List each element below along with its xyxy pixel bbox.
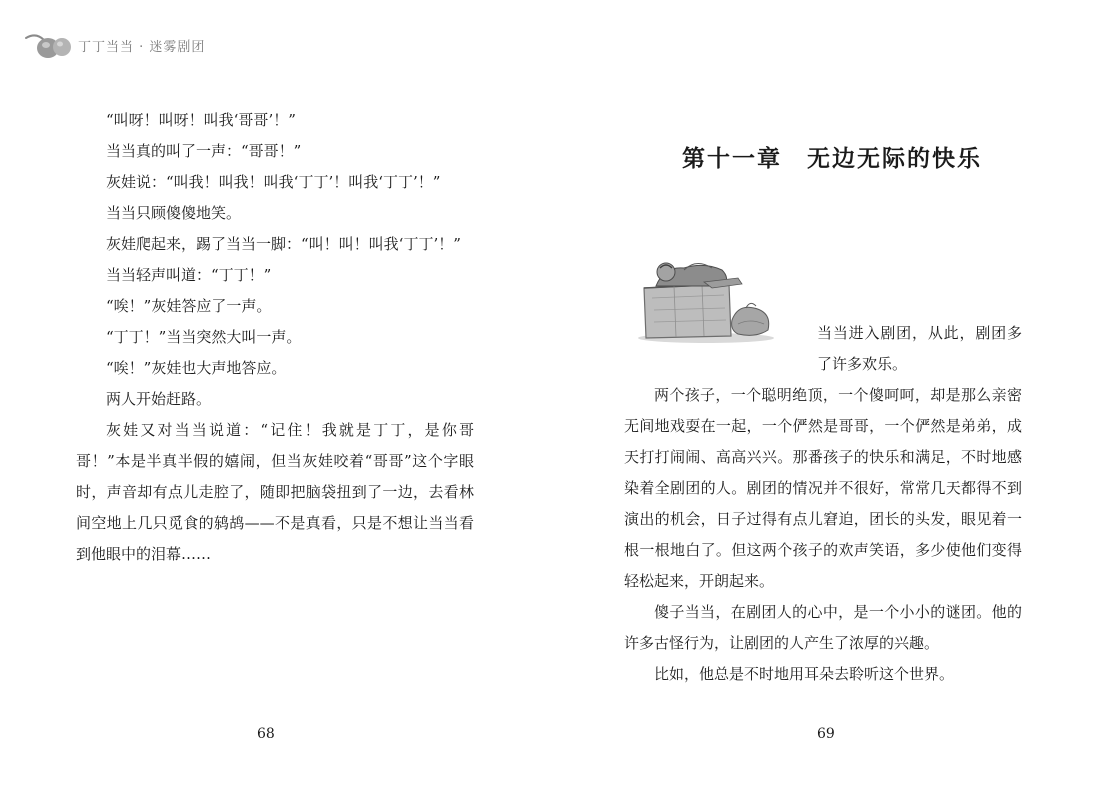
paragraph: 两人开始赶路。 [106,390,212,408]
series-title: 丁丁当当 · 迷雾剧团 [78,39,206,55]
paragraph: 灰娃爬起来，踢了当当一脚：“叫！叫！叫我‘丁丁’！” [106,235,461,253]
paragraph: 当当真的叫了一声：“哥哥！” [106,142,302,160]
paragraph: “丁丁！”当当突然大叫一声。 [106,328,302,346]
paragraph: “唉！”灰娃答应了一声。 [106,297,272,315]
paragraph: “唉！”灰娃也大声地答应。 [106,359,287,377]
paragraph: 傻子当当，在剧团人的心中，是一个小小的谜团。他的许多古怪行为，让剧团的人产生了浓厚的兴趣。 [624,603,1022,652]
right-page-text [624,318,1022,690]
right-page [548,0,1096,786]
page-number: 69 [817,726,835,742]
paragraph: 灰娃又对当当说道：“记住！我就是丁丁，是你哥哥！”本是半真半假的嬉闹，但当灰娃咬着“哥哥”这个字眼时，声音却有点儿走腔了，随即把脑袋扭到了一边，去看林间空地上几只觅食的鸫鸪——不是真看，只是不想让当当看到他眼中的泪幕…… [76,421,474,563]
paragraph: 当当只顾傻傻地笑。 [106,204,242,222]
paragraph: 灰娃说：“叫我！叫我！叫我‘丁丁’！叫我‘丁丁’！” [106,173,441,191]
left-page-text [76,105,474,570]
paragraph: 当当进入剧团，从此，剧团多了许多欢乐。 [817,324,1022,373]
page-number: 68 [257,726,275,742]
paragraph: 比如，他总是不时地用耳朵去聆听这个世界。 [654,665,955,683]
paragraph: 两个孩子，一个聪明绝顶，一个傻呵呵，却是那么亲密无间地戏耍在一起，一个俨然是哥哥，一个俨然是弟弟，成天打打闹闹、高高兴兴。那番孩子的快乐和满足，不时地感染着全剧团的人。剧团的情况并不很好，常常几天都得不到演出的机会，日子过得有点儿窘迫，团长的头发，眼见着一根一根地白了。但这两个孩子的欢声笑语，多少使他们变得轻松起来，开朗起来。 [624,386,1022,590]
chapter-title: 第十一章 无边无际的快乐 [682,145,982,172]
paragraph: “叫呀！叫呀！叫我‘哥哥’！” [106,111,296,129]
paragraph: 当当轻声叫道：“丁丁！” [106,266,272,284]
